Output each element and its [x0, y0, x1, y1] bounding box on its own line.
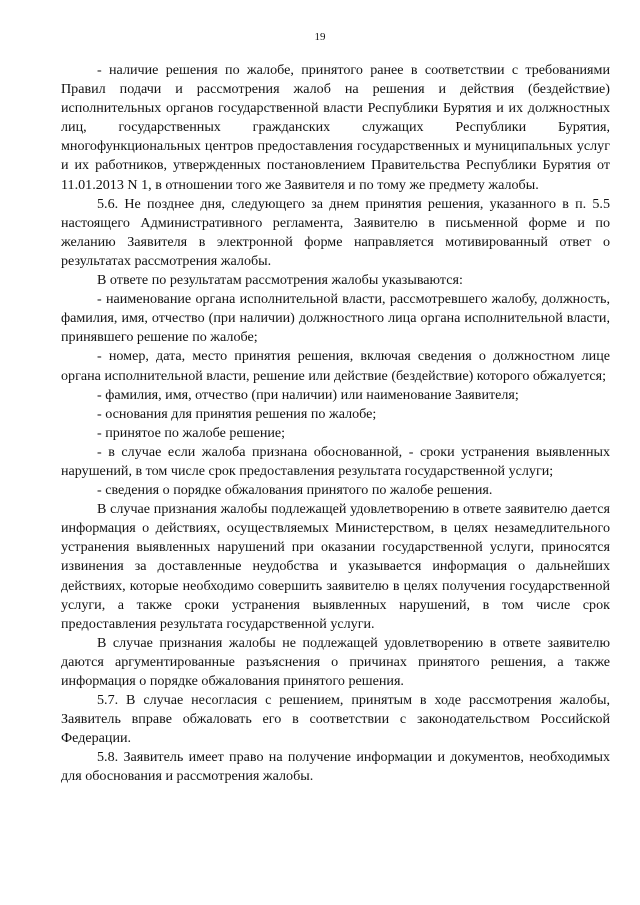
paragraph-prior-decision-item: - наличие решения по жалобе, принятого ранее в соответствии с требованиями Правил подачи и рассмотрения жалоб на решения и действия (бездействие) исполнительных органов государственной власти Республики Бурятия и их должностных лиц, государственных гражданских служащих Республики Бурятия, многофункциональных центров предоставления государственных и муниципальных услуг и их работников, утвержденных постановлением Правительства Республики Бурятия от 11.01.2013 N 1, в отношении того же Заявителя и по тому же предмету жалобы. — [61, 62, 610, 193]
list-item-decision-details: - номер, дата, место принятия решения, включая сведения о должностном лице органа исполнительной власти, решение или действие (бездействие) которого обжалуется; — [61, 348, 610, 384]
list-item-appeal-procedure: - сведения о порядке обжалования принятого по жалобе решения. — [97, 482, 493, 499]
paragraph-complaint-rejected: В случае признания жалобы не подлежащей удовлетворению в ответе заявителю даются аргументированные разъяснения о причинах принятого решения, а также информация о порядке обжалования принятого решения. — [61, 634, 610, 689]
list-item-applicant-name: - фамилия, имя, отчество (при наличии) или наименование Заявителя; — [97, 386, 519, 403]
list-item-authority-name: - наименование органа исполнительной власти, рассмотревшего жалобу, должность, фамилия, имя, отчество (при наличии) должностного лица органа исполнительной власти, принявшего решение по жалобе; — [61, 291, 610, 346]
list-item-decision: - принятое по жалобе решение; — [97, 424, 286, 441]
document-body — [61, 61, 610, 787]
paragraph-5-7: 5.7. В случае несогласия с решением, принятым в ходе рассмотрения жалобы, Заявитель вправе обжаловать его в соответствии с законодательством Российской Федерации. — [61, 692, 610, 747]
page-number: 19 — [314, 31, 326, 43]
paragraph-5-8: 5.8. Заявитель имеет право на получение информации и документов, необходимых для обоснования и рассмотрения жалобы. — [61, 749, 610, 785]
paragraph-response-contents-intro: В ответе по результатам рассмотрения жалобы указываются: — [97, 272, 463, 289]
list-item-decision-grounds: - основания для принятия решения по жалобе; — [97, 405, 377, 422]
paragraph-complaint-upheld: В случае признания жалобы подлежащей удовлетворению в ответе заявителю дается информация о действиях, осуществляемых Министерством, в целях незамедлительного устранения выявленных нарушений при оказании государственной услуги, приносятся извинения за доставленные неудобства и указывается информация о дальнейших действиях, которые необходимо совершить заявителю в целях получения государственной услуги, а также сроки устранения выявленных нарушений, в том числе срок предоставления результата государственной услуги. — [61, 501, 610, 632]
paragraph-5-6: 5.6. Не позднее дня, следующего за днем принятия решения, указанного в п. 5.5 настоящего Административного регламента, Заявителю в письменной форме и по желанию Заявителя в электронной форме направляется мотивированный ответ о результатах рассмотрения жалобы. — [61, 195, 610, 269]
list-item-remediation-terms: - в случае если жалоба признана обоснованной, - сроки устранения выявленных нарушений, в том числе срок предоставления результата государственной услуги; — [61, 443, 610, 479]
